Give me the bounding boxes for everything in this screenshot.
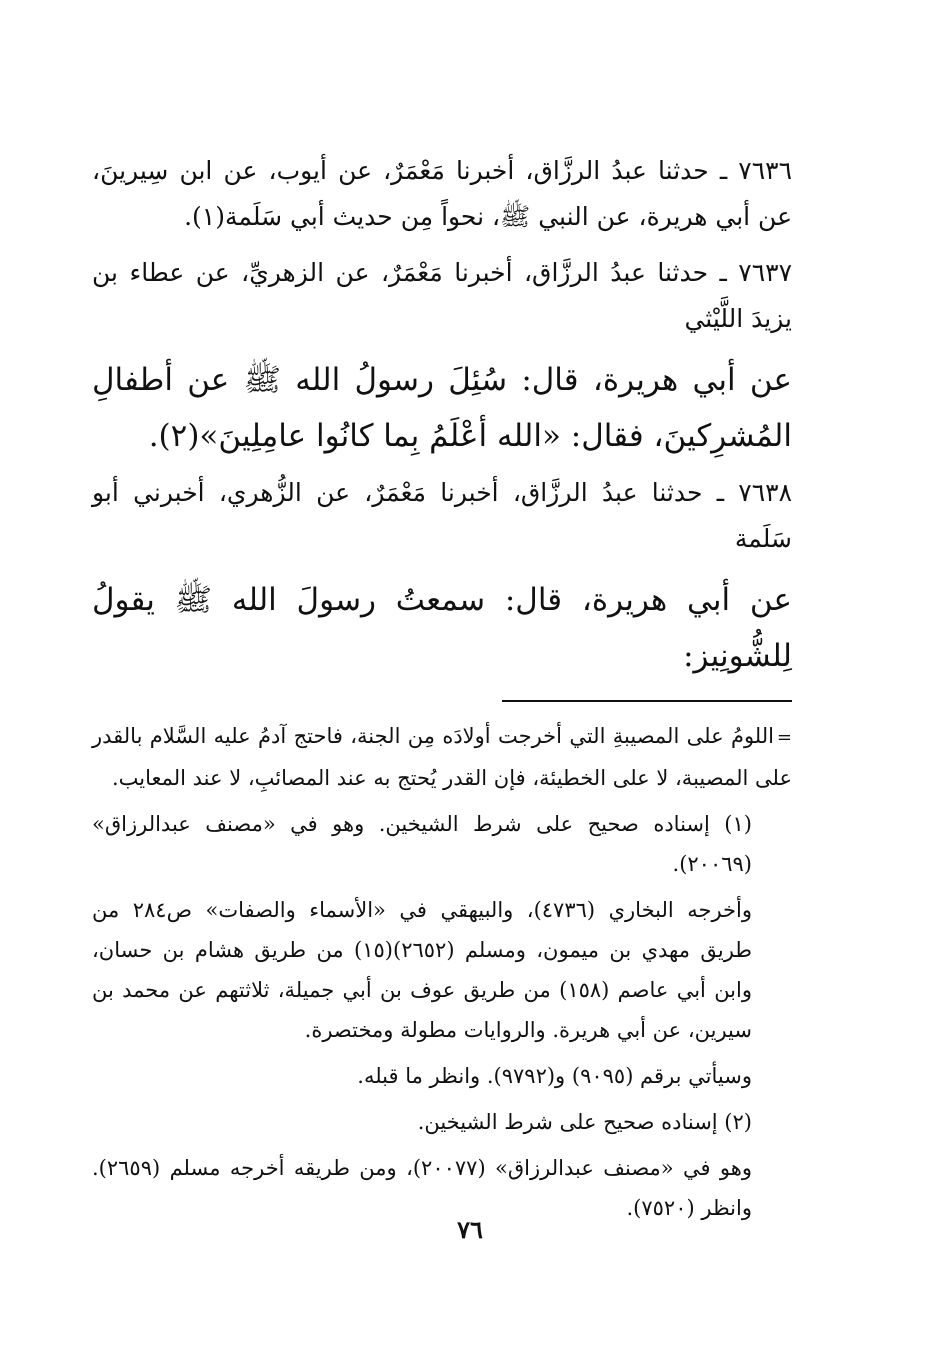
footnote-continuation-text: اللومُ على المصيبةِ التي أخرجت أولادَه مِن الجنة، فاحتج آدمُ عليه السَّلام بالقدر على المصيبة، لا على الخطيئة، فإن القدر يُحتج به عند المصائبِ، لا عند المعايب. — [92, 724, 792, 790]
footnote-1-see: وسيأتي برقم (٩٠٩٥) و(٩٧٩٢). وانظر ما قبله. — [357, 1064, 752, 1088]
page-number: ٧٦ — [457, 1215, 483, 1244]
footnote-1-takhrij: وأخرجه البخاري (٤٧٣٦)، والبيهقي في «الأسماء والصفات» ص٢٨٤ من طريق مهدي بن ميمون، ومسلم (٢٦٥٢)(١٥) من طريق هشام بن حسان، وابن أبي عاصم (١٥٨) من طريق عوف بن أبي جميلة، ثلاثتهم عن محمد بن سيرين، عن أبي هريرة. والروايات مطولة ومختصرة. — [92, 898, 752, 1042]
hadith-7638-isnad: ٧٦٣٨ ـ حدثنا عبدُ الرزَّاق، أخبرنا مَعْمَرٌ، عن الزُّهري، أخبرني أبو سَلَمة — [92, 478, 792, 553]
hadith-7636: ٧٦٣٦ ـ حدثنا عبدُ الرزَّاق، أخبرنا مَعْمَرٌ، عن أيوب، عن ابن سِيرينَ، عن أبي هريرة، عن النبي ﷺ، نحواً مِن حديث أبي سَلَمة(١). — [92, 156, 792, 231]
footnote-1: (١) إسناده صحيح على شرط الشيخين. وهو في «مصنف عبدالرزاق» (٢٠٠٦٩). — [92, 812, 752, 876]
continuation-mark: = — [776, 727, 792, 748]
footnote-2: (٢) إسناده صحيح على شرط الشيخين. — [417, 1110, 752, 1134]
hadith-7637-matn: عن أبي هريرة، قال: سُئِلَ رسولُ الله ﷺ عن أطفالِ المُشرِكينَ، فقال: «الله أعْلَمُ بِما كانُوا عامِلِينَ»(٢). — [92, 362, 792, 454]
footnote-divider — [502, 700, 792, 702]
hadith-7638-matn: عن أبي هريرة، قال: سمعتُ رسولَ الله ﷺ يقولُ لِلشُّونِيز: — [92, 582, 792, 674]
hadith-7637-isnad: ٧٦٣٧ ـ حدثنا عبدُ الرزَّاق، أخبرنا مَعْمَرٌ، عن الزهريِّ، عن عطاء بن يزيدَ اللَّيْثي — [92, 258, 792, 333]
footnote-2-takhrij: وهو في «مصنف عبدالرزاق» (٢٠٠٧٧)، ومن طريقه أخرجه مسلم (٢٦٥٩). وانظر (٧٥٢٠). — [92, 1156, 752, 1220]
footnote-continuation — [92, 716, 792, 798]
